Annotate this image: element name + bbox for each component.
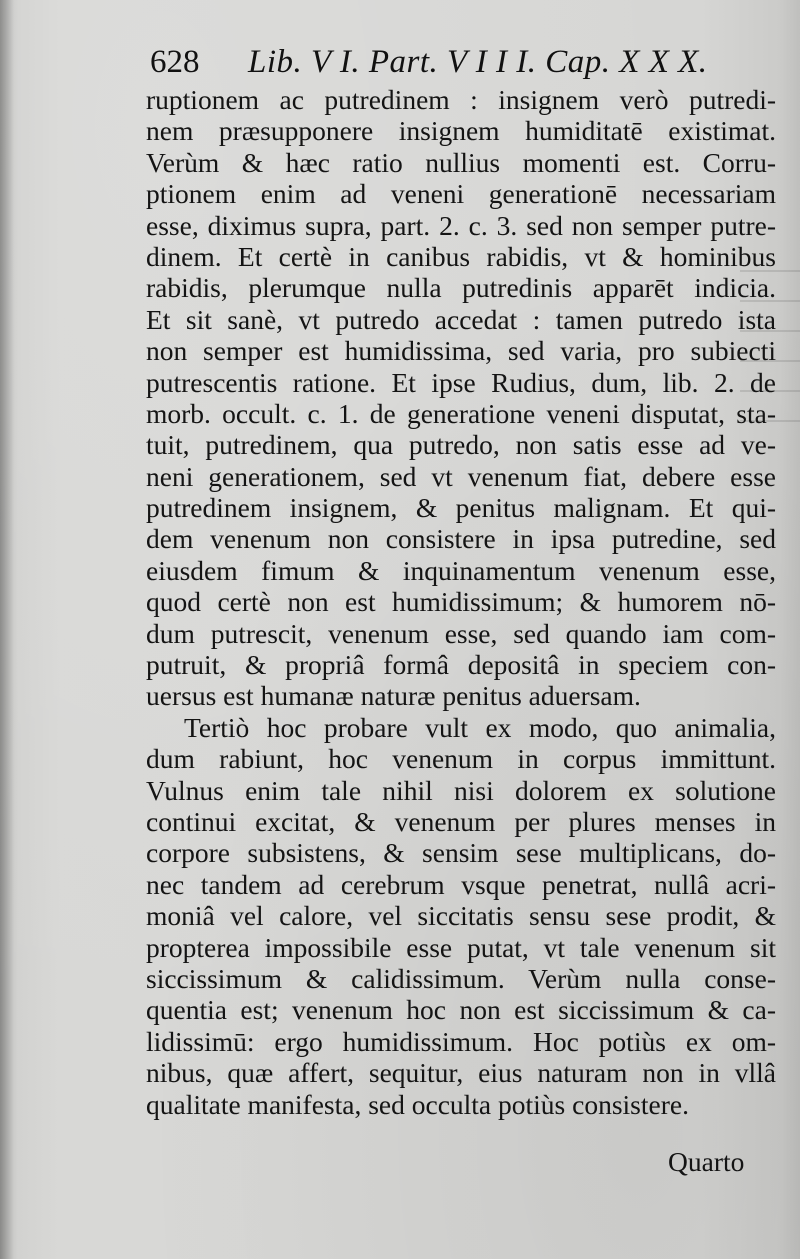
text-line: dinem. Et certè in canibus rabidis, vt & hominibus [146, 240, 776, 272]
text-line: Verùm & hæc ratio nullius momenti est. Corru- [146, 146, 776, 178]
binding-shadow [0, 0, 14, 1259]
text-line: dum putrescit, venenum esse, sed quando iam com- [146, 617, 776, 649]
text-line: corpore subsistens, & sensim sese multiplicans, do- [146, 837, 776, 869]
text-line: nem præsupponere insignem humiditatē existimat. [146, 115, 776, 147]
text-line: moniâ vel calore, vel siccitatis sensu sese prodit, & [146, 900, 776, 932]
text-line: nibus, quæ affert, sequitur, eius naturam non in vllâ [146, 1057, 776, 1089]
text-line: neni generationem, sed vt venenum fiat, debere esse [146, 460, 776, 492]
text-line: lidissimū: ergo humidissimum. Hoc potiùs ex om- [146, 1025, 776, 1057]
text-line: putrescentis ratione. Et ipse Rudius, dum, lib. 2. de [146, 366, 776, 398]
page-header [150, 44, 730, 84]
text-line: qualitate manifesta, sed occulta potiùs consistere. [146, 1088, 689, 1120]
body-text [146, 84, 776, 1120]
text-line: Et sit sanè, vt putredo accedat : tamen putredo ista [146, 303, 776, 335]
text-line: uersus est humanæ naturæ penitus aduersam. [146, 680, 641, 712]
text-line: putruit, & propriâ formâ depositâ in speciem con- [146, 649, 776, 681]
text-line: rabidis, plerumque nulla putredinis apparēt indicia. [146, 272, 776, 304]
text-line: putredinem insignem, & penitus malignam. Et qui- [146, 492, 776, 524]
text-line: dem venenum non consistere in ipsa putredine, sed [146, 523, 776, 555]
text-line: Vulnus enim tale nihil nisi dolorem ex solutione [146, 774, 776, 806]
text-line: Tertiò hoc probare vult ex modo, quo animalia, [184, 711, 776, 743]
text-line: nec tandem ad cerebrum vsque penetrat, nullâ acri- [146, 868, 776, 900]
text-line: ptionem enim ad veneni generationē necessariam [146, 178, 776, 210]
text-line: quod certè non est humidissimum; & humorem nō- [146, 586, 776, 618]
text-line: dum rabiunt, hoc venenum in corpus immittunt. [146, 743, 776, 775]
running-title: Lib. V I. Part. V I I I. Cap. X X X. [248, 44, 708, 80]
catchword: Quarto [668, 1146, 745, 1177]
text-line: eiusdem fimum & inquinamentum venenum esse, [146, 554, 776, 586]
text-line: continui excitat, & venenum per plures menses in [146, 805, 776, 837]
page-number: 628 [150, 44, 200, 80]
text-line: morb. occult. c. 1. de generatione veneni disputat, sta- [146, 397, 776, 429]
text-line: quentia est; venenum hoc non est siccissimum & ca- [146, 994, 776, 1026]
text-line: esse, diximus supra, part. 2. c. 3. sed non semper putre- [146, 209, 776, 241]
text-line: propterea impossibile esse putat, vt tale venenum sit [146, 931, 776, 963]
text-line: siccissimum & calidissimum. Verùm nulla conse- [146, 962, 776, 994]
text-line: ruptionem ac putredinem : insignem verò putredi- [146, 84, 776, 115]
text-line: tuit, putredinem, qua putredo, non satis esse ad ve- [146, 429, 776, 461]
text-line: non semper est humidissima, sed varia, pro subiecti [146, 335, 776, 367]
